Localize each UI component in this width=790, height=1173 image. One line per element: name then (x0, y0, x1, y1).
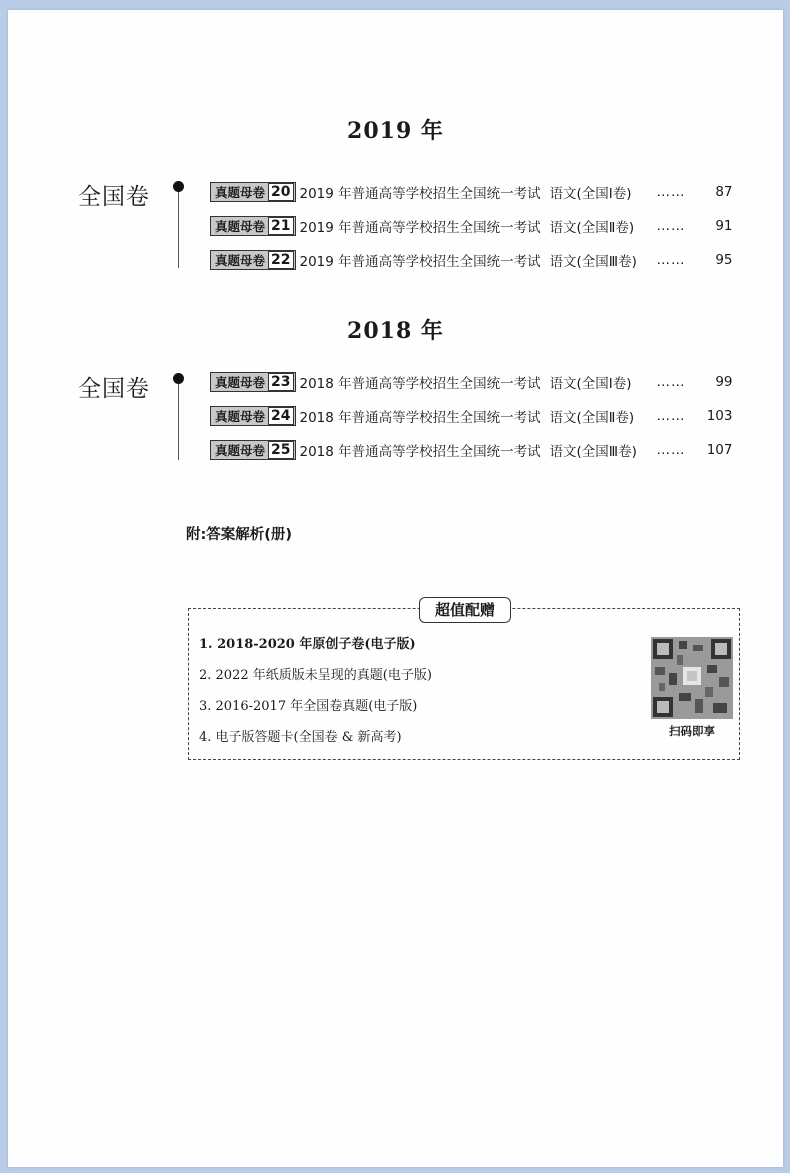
entry-title: 2018 年普通高等学校招生全国统一考试 (299, 444, 541, 460)
entry-number: 24 (268, 407, 293, 425)
entry-leader: …… (656, 252, 686, 268)
entry-subject: 语文(全国Ⅰ卷) (549, 186, 632, 202)
toc-entry[interactable] (210, 216, 733, 236)
entry-number: 25 (268, 441, 293, 459)
toc-entry[interactable] (210, 182, 733, 202)
timeline-line (178, 380, 179, 460)
bonus-item: 2. 2022 年纸质版未呈现的真题(电子版) (199, 668, 432, 683)
timeline-dot (173, 181, 184, 192)
entry-leader: …… (656, 374, 686, 390)
entry-number: 22 (268, 251, 293, 269)
bonus-item: 4. 电子版答题卡(全国卷 & 新高考) (199, 730, 402, 745)
appendix-note: 附:答案解析(册) (186, 527, 293, 543)
entry-number: 21 (268, 217, 293, 235)
entry-page: 95 (715, 252, 733, 268)
entry-number: 23 (268, 373, 293, 391)
page (8, 10, 783, 1167)
entry-title: 2019 年普通高等学校招生全国统一考试 (299, 186, 541, 202)
entry-leader: …… (656, 408, 686, 424)
bonus-header: 超值配赠 (419, 597, 511, 623)
bonus-item: 1. 2018-2020 年原创子卷(电子版) (199, 637, 416, 652)
entry-title: 2018 年普通高等学校招生全国统一考试 (299, 410, 541, 426)
toc-entry[interactable] (210, 406, 733, 426)
entry-title: 2019 年普通高等学校招生全国统一考试 (299, 254, 541, 270)
entry-title: 2019 年普通高等学校招生全国统一考试 (299, 220, 541, 236)
entry-tag: 真题母卷 25 (210, 440, 296, 460)
toc-entry[interactable] (210, 440, 733, 460)
bonus-item: 3. 2016-2017 年全国卷真题(电子版) (199, 699, 418, 714)
entry-tag: 真题母卷 24 (210, 406, 296, 426)
bonus-box (188, 601, 740, 760)
toc-entry[interactable] (210, 372, 733, 392)
entry-tag: 真题母卷 23 (210, 372, 296, 392)
section-label-national: 全国卷 (78, 376, 150, 402)
year-heading-2018: 2018 年 (347, 318, 444, 344)
entry-subject: 语文(全国Ⅱ卷) (549, 220, 635, 236)
toc-entry[interactable] (210, 250, 733, 270)
timeline-line (178, 188, 179, 268)
entry-tag: 真题母卷 22 (210, 250, 296, 270)
entry-subject: 语文(全国Ⅱ卷) (549, 410, 635, 426)
entry-tag: 真题母卷 20 (210, 182, 296, 202)
entry-subject: 语文(全国Ⅰ卷) (549, 376, 632, 392)
entry-leader: …… (656, 184, 686, 200)
entry-tag: 真题母卷 21 (210, 216, 296, 236)
year-heading-2019: 2019 年 (347, 118, 444, 144)
section-label-national: 全国卷 (78, 184, 150, 210)
entry-leader: …… (656, 442, 686, 458)
entry-title: 2018 年普通高等学校招生全国统一考试 (299, 376, 541, 392)
entry-page: 91 (715, 218, 733, 234)
entry-subject: 语文(全国Ⅲ卷) (549, 444, 637, 460)
qr-code-icon[interactable] (651, 637, 733, 719)
entry-page: 99 (715, 374, 733, 390)
entry-page: 107 (706, 442, 733, 458)
entry-leader: …… (656, 218, 686, 234)
entry-page: 87 (715, 184, 733, 200)
entry-page: 103 (706, 408, 733, 424)
qr-caption: 扫码即享 (669, 724, 715, 738)
entry-number: 20 (268, 183, 293, 201)
timeline-dot (173, 373, 184, 384)
entry-subject: 语文(全国Ⅲ卷) (549, 254, 637, 270)
